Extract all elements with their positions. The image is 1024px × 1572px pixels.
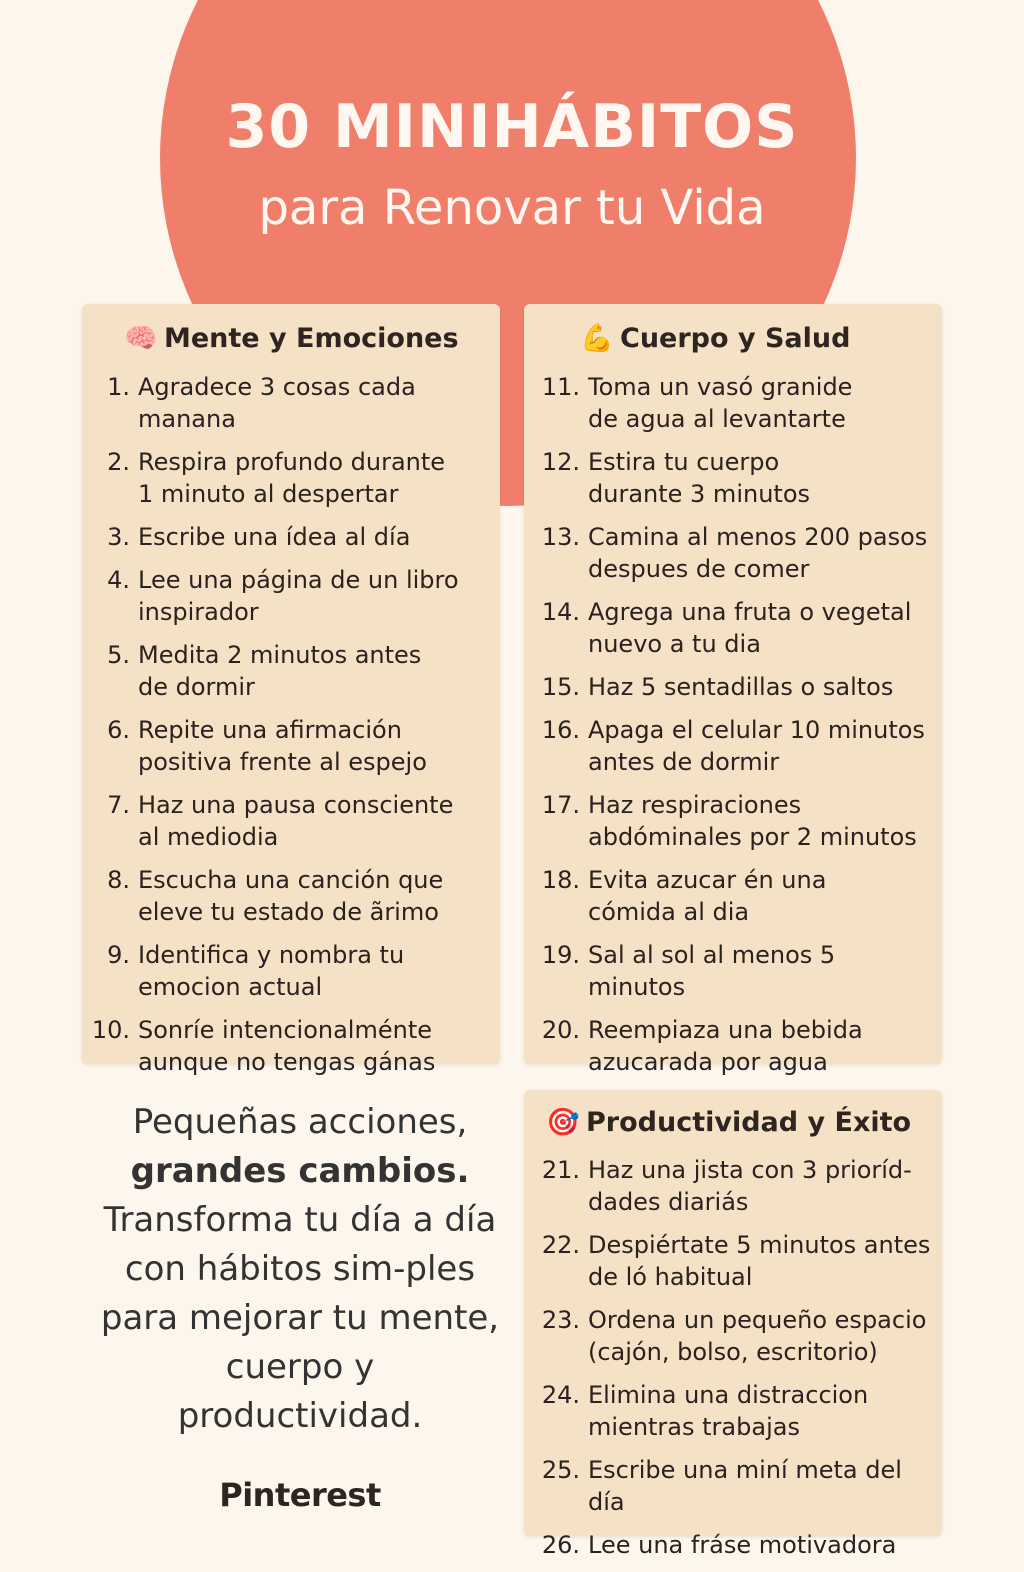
habit-number: 14. (541, 598, 580, 626)
habit-text: Haz una jista con 3 prioríd- dades diariás (588, 1156, 912, 1216)
habit-text: Ordena un pequeño espacio (cajón, bolso, escritorio) (588, 1306, 927, 1366)
habit-text: Escribe una ídea al día (138, 523, 411, 551)
habit-number: 4. (107, 566, 130, 594)
habit-number: 1. (107, 373, 130, 401)
habit-number: 26. (541, 1531, 580, 1559)
brain-icon: 🧠 (124, 323, 158, 354)
habit-item (541, 1379, 938, 1443)
habit-item (107, 446, 510, 510)
tagline (100, 1098, 500, 1441)
habit-item (107, 371, 510, 435)
habit-number: 20. (541, 1016, 580, 1044)
habit-text: Identifica y nombra tu emocion actual (138, 941, 405, 1001)
habit-item (541, 714, 938, 778)
habit-number: 11. (541, 373, 580, 401)
habit-text: Evita azucar én una cómida al dia (588, 866, 827, 926)
habit-number: 2. (107, 448, 130, 476)
habit-text: Escribe una miní meta del día (588, 1456, 902, 1516)
habit-number: 17. (541, 791, 580, 819)
tagline-bold: grandes cambios. (130, 1151, 470, 1191)
habit-number: 10. (91, 1016, 130, 1044)
habit-text: Reempiaza una bebida azucarada por agua (588, 1016, 863, 1076)
mind-heading-label: Mente y Emociones (164, 323, 459, 354)
habit-item (107, 521, 510, 553)
habit-text: Apaga el celular 10 minutos antes de dormir (588, 716, 925, 776)
habit-text: Haz una pausa consciente al mediodia (138, 791, 454, 851)
habit-item (541, 1529, 938, 1561)
habit-text: Toma un vasó granide de agua al levantarte (588, 373, 853, 433)
productivity-card-heading (546, 1106, 911, 1138)
page-subtitle: para Renovar tu Vida (258, 180, 766, 236)
mind-card-heading (124, 322, 459, 354)
habit-item (541, 371, 938, 435)
habit-text: Agrega una fruta o vegetal nuevo a tu dia (588, 598, 912, 658)
productivity-habit-list (541, 1154, 938, 1572)
habit-item (107, 639, 510, 703)
habit-text: Haz respiraciones abdóminales por 2 minutos (588, 791, 917, 851)
habit-item (107, 789, 510, 853)
habit-text: Elimina una distraccion mientras trabajas (588, 1381, 869, 1441)
habit-item (541, 939, 938, 1003)
habit-number: 6. (107, 716, 130, 744)
habit-item (107, 714, 510, 778)
habit-item (91, 1014, 510, 1078)
habit-text: Escucha una canción que eleve tu estado de ãrimo (138, 866, 444, 926)
habit-item (541, 446, 938, 510)
body-card-heading (580, 322, 850, 354)
habit-text: Repite una afirmación positiva frente al espejo (138, 716, 427, 776)
tagline-part2: Transforma tu día a día con hábitos sim-ples para mejorar tu mente, cuerpo y productividad. (100, 1200, 500, 1436)
habit-number: 8. (107, 866, 130, 894)
habit-text: Lee una página de un libro inspirador (138, 566, 459, 626)
habit-item (107, 864, 510, 928)
target-icon: 🎯 (546, 1107, 580, 1138)
habit-text: Estira tu cuerpo durante 3 minutos (588, 448, 810, 508)
habit-number: 18. (541, 866, 580, 894)
habit-text: Agradece 3 cosas cada manana (138, 373, 416, 433)
habit-number: 3. (107, 523, 130, 551)
habit-item (541, 1154, 938, 1218)
habit-text: Sonríe intencionalménte aunque no tengas gánas (138, 1016, 436, 1076)
habit-number: 25. (541, 1456, 580, 1484)
habit-number: 9. (107, 941, 130, 969)
habit-text: Respira profundo durante 1 minuto al despertar (138, 448, 446, 508)
habit-item (541, 1014, 938, 1078)
tagline-part1: Pequeñas acciones, (132, 1102, 468, 1142)
flexed-biceps-icon: 💪 (580, 323, 614, 354)
habit-text: Lee una fráse motivadora (588, 1531, 897, 1559)
body-heading-label: Cuerpo y Salud (620, 323, 851, 354)
habit-number: 5. (107, 641, 130, 669)
habit-number: 15. (541, 673, 580, 701)
habit-number: 21. (541, 1156, 580, 1184)
habit-number: 12. (541, 448, 580, 476)
habit-item (107, 939, 510, 1003)
habit-item (541, 864, 938, 928)
habit-number: 23. (541, 1306, 580, 1334)
habit-item (541, 1304, 938, 1368)
pinterest-logo: Pinterest (219, 1476, 381, 1514)
habit-item (107, 564, 510, 628)
habit-item (541, 1229, 938, 1293)
body-habit-list (541, 371, 938, 1089)
mind-habit-list (91, 371, 510, 1089)
habit-number: 7. (107, 791, 130, 819)
habit-number: 24. (541, 1381, 580, 1409)
productivity-heading-label: Productividad y Éxito (586, 1107, 912, 1138)
habit-item (541, 596, 938, 660)
habit-item (541, 1454, 938, 1518)
habit-text: Camina al menos 200 pasos despues de comer (588, 523, 928, 583)
habit-item (541, 671, 938, 703)
habit-item (541, 521, 938, 585)
habit-text: Medita 2 minutos antes de dormir (138, 641, 422, 701)
habit-text: Despiértate 5 minutos antes de ló habitual (588, 1231, 931, 1291)
habit-item (541, 789, 938, 853)
page-title: 30 MINIHÁBITOS (225, 92, 799, 162)
habit-number: 16. (541, 716, 580, 744)
habit-number: 19. (541, 941, 580, 969)
habit-number: 22. (541, 1231, 580, 1259)
habit-text: Sal al sol al menos 5 minutos (588, 941, 836, 1001)
habit-number: 13. (541, 523, 580, 551)
habit-text: Haz 5 sentadillas o saltos (588, 673, 894, 701)
